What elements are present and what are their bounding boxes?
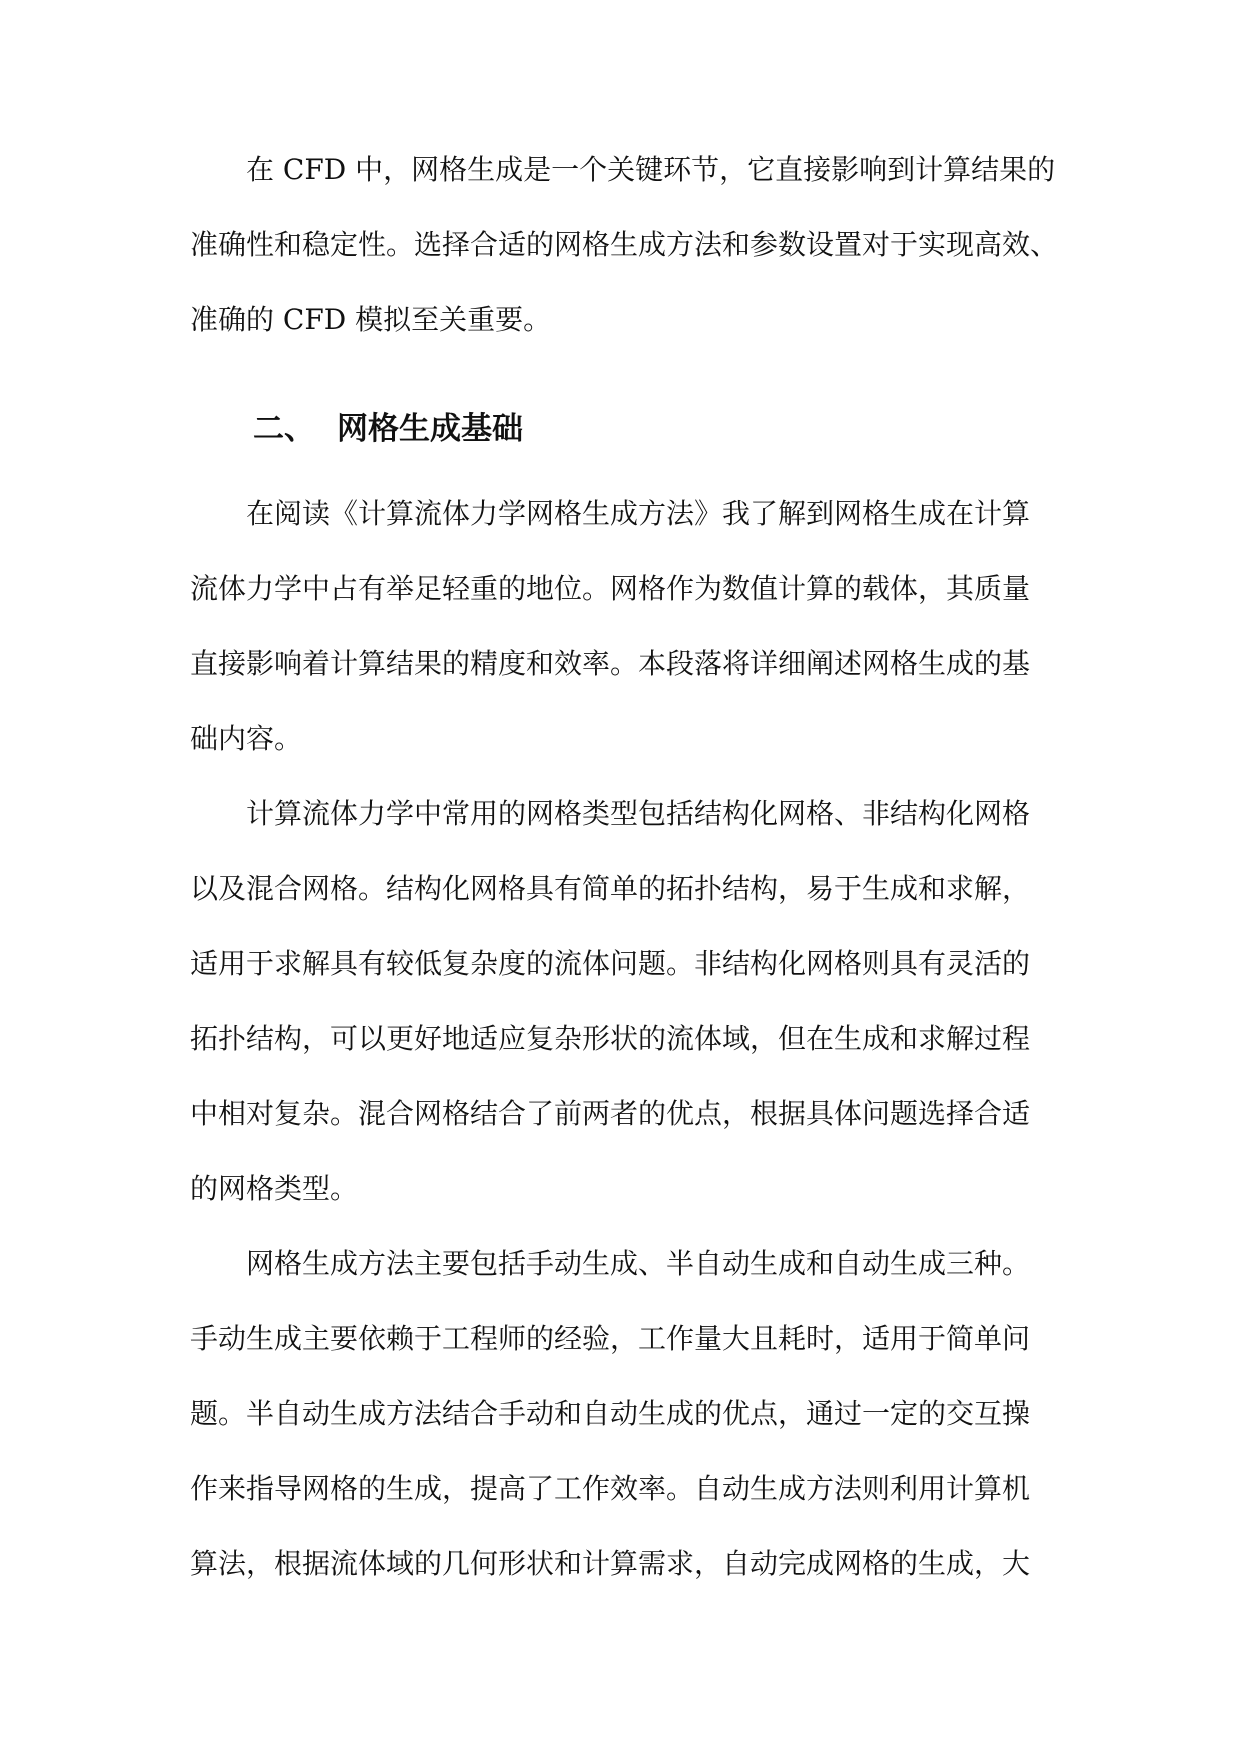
paragraph-line: 拓扑结构，可以更好地适应复杂形状的流体域，但在生成和求解过程 — [190, 1022, 1031, 1055]
paragraph-line: 直接影响着计算结果的精度和效率。本段落将详细阐述网格生成的基 — [190, 647, 1031, 680]
paragraph-line: 题。半自动生成方法结合手动和自动生成的优点，通过一定的交互操 — [190, 1397, 1031, 1430]
paragraph-line: 网格生成方法主要包括手动生成、半自动生成和自动生成三种。 — [246, 1247, 1031, 1280]
section-title: 网格生成基础 — [337, 411, 523, 447]
section-number: 二、 — [253, 411, 315, 447]
paragraph-line: 在阅读《计算流体力学网格生成方法》我了解到网格生成在计算 — [246, 497, 1031, 530]
paragraph-line: 以及混合网格。结构化网格具有简单的拓扑结构，易于生成和求解， — [190, 872, 1031, 905]
paragraph-line: 算法，根据流体域的几何形状和计算需求，自动完成网格的生成，大 — [190, 1547, 1031, 1580]
section-heading — [253, 409, 523, 449]
paragraph-line: 计算流体力学中常用的网格类型包括结构化网格、非结构化网格 — [246, 797, 1031, 830]
paragraph-line: 准确性和稳定性。选择合适的网格生成方法和参数设置对于实现高效、 — [190, 228, 1059, 261]
paragraph-line: 在 CFD 中，网格生成是一个关键环节，它直接影响到计算结果的 — [246, 153, 1056, 186]
paragraph-line: 中相对复杂。混合网格结合了前两者的优点，根据具体问题选择合适 — [190, 1097, 1031, 1130]
paragraph-line: 的网格类型。 — [190, 1172, 359, 1205]
paragraph-line: 作来指导网格的生成，提高了工作效率。自动生成方法则利用计算机 — [190, 1472, 1031, 1505]
paragraph-line: 础内容。 — [190, 722, 303, 755]
paragraph-line: 准确的 CFD 模拟至关重要。 — [190, 303, 552, 336]
paragraph-line: 适用于求解具有较低复杂度的流体问题。非结构化网格则具有灵活的 — [190, 947, 1031, 980]
paragraph-line: 手动生成主要依赖于工程师的经验，工作量大且耗时，适用于简单问 — [190, 1322, 1031, 1355]
paragraph-line: 流体力学中占有举足轻重的地位。网格作为数值计算的载体，其质量 — [190, 572, 1031, 605]
